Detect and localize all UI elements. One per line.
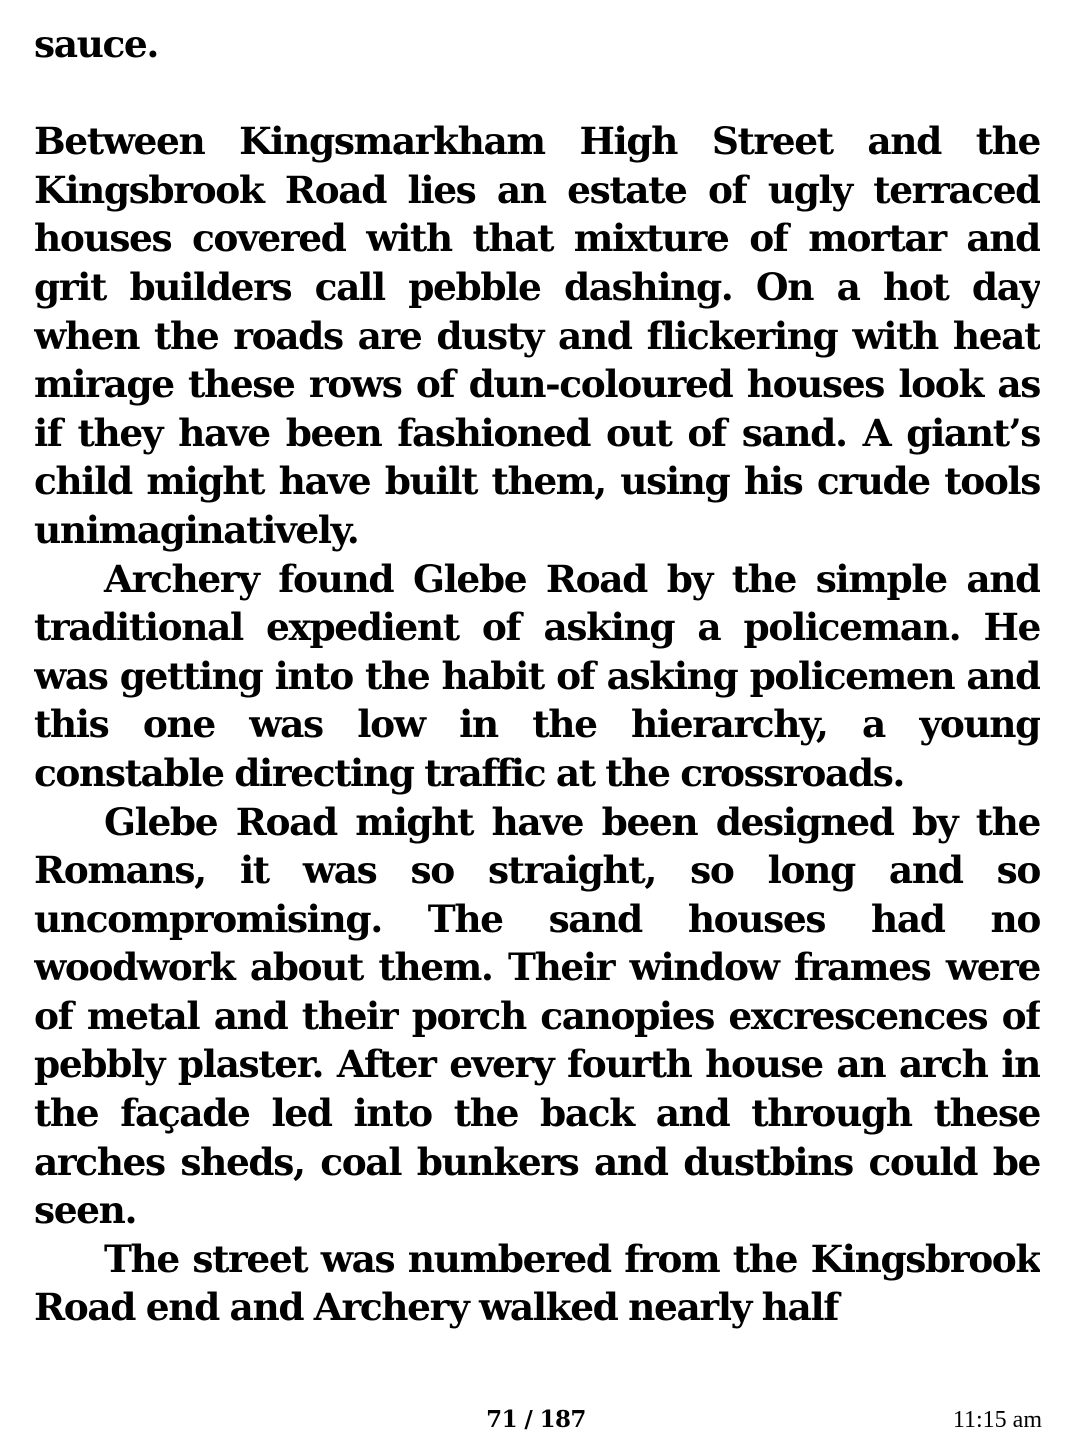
paragraph: The street was numbered from the Kingsbrook Road end and Archery walked nearly half xyxy=(34,1236,1040,1330)
paragraph: Glebe Road might have been designed by the Romans, it was so straight, so long and so uncompromising. The sand houses had no woodwork about them. Their window frames were of metal and their porch canopies excrescences of pebbly plaster. After every fourth house an arch in the façade led into the back and through these arches sheds, coal bunkers and dustbins could be seen. xyxy=(34,799,1040,1233)
clock-time: 11:15 am xyxy=(952,1407,1042,1433)
paragraph: Between Kingsmarkham High Street and the Kingsbrook Road lies an estate of ugly terraced houses covered with that mixture of mortar and grit builders call pebble dashing. On a hot day when the roads are dusty and flickering with heat mirage these rows of dun-coloured houses look as if they have been fashioned out of sand. A giant’s child might have built them, using his crude tools unimaginatively. xyxy=(34,119,1040,552)
paragraph-continuation: sauce. xyxy=(34,22,159,66)
reading-page[interactable] xyxy=(34,20,1040,1410)
page-indicator[interactable]: 71 / 187 xyxy=(486,1406,586,1433)
status-footer xyxy=(0,1404,1072,1444)
paragraph: Archery found Glebe Road by the simple and traditional expedient of asking a policeman. He was getting into the habit of asking policemen and this one was low in the hierarchy, a young constable directing traffic at the crossroads. xyxy=(34,556,1040,795)
book-text xyxy=(34,20,1040,1332)
